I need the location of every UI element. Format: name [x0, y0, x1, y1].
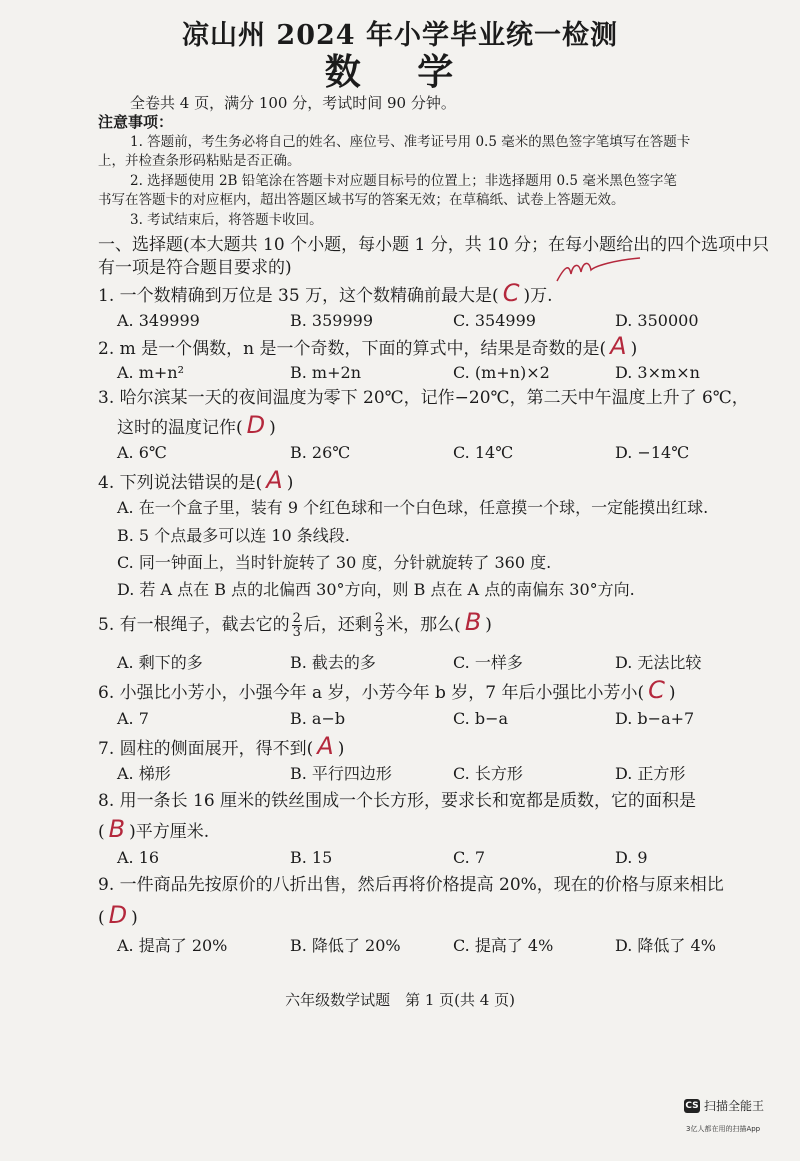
notes-heading: 注意事项： [98, 113, 174, 131]
handwritten-answer: C [502, 279, 520, 307]
option: B. a−b [290, 709, 346, 728]
option: A. 剩下的多 [117, 653, 203, 672]
handwritten-answer: A [266, 466, 283, 494]
question-3: 3. 哈尔滨某一天的夜间温度为零下 20℃，记作−20℃，第二天中午温度上升了 6℃， [98, 388, 749, 408]
handwritten-answer: D [108, 901, 128, 929]
handwritten-answer: D [246, 411, 266, 439]
question-8-cont: ( B )平方厘米. [98, 815, 210, 843]
option: A. 在一个盒子里，装有 9 个红色球和一个白色球，任意摸一个球，一定能摸出红球. [117, 498, 709, 517]
question-9-cont: ( D ) [98, 901, 138, 929]
option: C. 提高了 4% [453, 936, 554, 955]
option: A. 16 [117, 848, 160, 867]
option: A. m+n² [117, 363, 185, 382]
handwritten-squiggle [555, 256, 645, 286]
question-3-cont: 这时的温度记作( D ) [117, 411, 276, 439]
handwritten-answer: B [108, 815, 126, 843]
question-9: 9. 一件商品先按原价的八折出售，然后再将价格提高 20%，现在的价格与原来相比 [98, 875, 724, 895]
option: B. 截去的多 [290, 653, 376, 672]
option: D. 正方形 [615, 764, 686, 783]
option: C. 同一钟面上，当时针旋转了 30 度，分针就旋转了 360 度. [117, 553, 552, 572]
option: B. 359999 [290, 311, 374, 330]
question-7: 7. 圆柱的侧面展开，得不到( A ) [98, 732, 345, 760]
question-8: 8. 用一条长 16 厘米的铁丝围成一个长方形，要求长和宽都是质数，它的面积是 [98, 791, 697, 811]
option: D. 若 A 点在 B 点的北偏西 30°方向，则 B 点在 A 点的南偏东 30°方向. [117, 580, 635, 599]
handwritten-answer: A [317, 732, 334, 760]
option: B. 15 [290, 848, 333, 867]
option: D. 9 [615, 848, 648, 867]
question-5: 5. 有一根绳子，截去它的 $\frac{2}{3}$ 后，还剩 $\frac{2}{3}$ 米，那么( B ) [98, 608, 492, 640]
option: C. 7 [453, 848, 486, 867]
option: B. 26℃ [290, 443, 351, 462]
option: B. m+2n [290, 363, 361, 382]
subject-title: 数 学 [324, 51, 476, 93]
scanner-watermark [684, 1098, 764, 1114]
note-line: 2. 选择题使用 2B 铅笔涂在答题卡对应题目标号的位置上；非选择题用 0.5 毫米黑色签字笔 [130, 173, 677, 189]
exam-info: 全卷共 4 页，满分 100 分，考试时间 90 分钟。 [130, 94, 456, 112]
scanner-tagline: 3亿人都在用的扫描App [686, 1125, 761, 1133]
handwritten-answer: A [610, 332, 627, 360]
handwritten-answer: B [464, 608, 482, 636]
option: C. 长方形 [453, 764, 523, 783]
option: C. 14℃ [453, 443, 514, 462]
question-2: 2. m 是一个偶数，n 是一个奇数，下面的算式中，结果是奇数的是( A ) [98, 332, 638, 360]
note-line: 上，并检查条形码粘贴是否正确。 [98, 153, 301, 169]
option: A. 提高了 20% [117, 936, 228, 955]
handwritten-answer: C [648, 676, 665, 704]
question-6: 6. 小强比小芳小，小强今年 a 岁，小芳今年 b 岁，7 年后小强比小芳小( C ) [98, 676, 676, 704]
option: A. 7 [117, 709, 149, 728]
option: B. 平行四边形 [290, 764, 392, 783]
option: A. 349999 [117, 311, 200, 330]
option: D. −14℃ [615, 443, 690, 462]
option: A. 6℃ [117, 443, 167, 462]
option: D. 降低了 4% [615, 936, 716, 955]
scanner-name: 扫描全能王 [704, 1099, 765, 1113]
option: C. 一样多 [453, 653, 523, 672]
section-heading-cont: 有一项是符合题目要求的) [98, 258, 292, 278]
option: D. 350000 [615, 311, 699, 330]
camscanner-logo-icon: CS [685, 1101, 699, 1111]
option: C. (m+n)×2 [453, 363, 550, 382]
option: B. 5 个点最多可以连 10 条线段. [117, 526, 350, 545]
fraction: $\frac{2}{3}$ [292, 611, 301, 640]
note-line: 3. 考试结束后，将答题卡收回。 [130, 212, 323, 228]
page-footer: 六年级数学试题 第 1 页(共 4 页) [285, 991, 515, 1009]
option: D. b−a+7 [615, 709, 695, 728]
exam-title: 凉山州 2024 年小学毕业统一检测 [182, 20, 618, 51]
fraction: $\frac{2}{3}$ [374, 611, 384, 640]
option: B. 降低了 20% [290, 936, 401, 955]
note-line: 1. 答题前，考生务必将自己的姓名、座位号、准考证号用 0.5 毫米的黑色签字笔填写在答题卡 [130, 134, 691, 150]
option: C. b−a [453, 709, 509, 728]
note-line: 书写在答题卡的对应框内，超出答题区域书写的答案无效；在草稿纸、试卷上答题无效。 [98, 192, 625, 208]
section-heading: 一、选择题(本大题共 10 个小题，每小题 1 分，共 10 分；在每小题给出的四个选项中只 [98, 235, 770, 255]
question-4: 4. 下列说法错误的是( A ) [98, 466, 294, 494]
option: A. 梯形 [117, 764, 171, 783]
option: D. 无法比较 [615, 653, 702, 672]
question-1: 1. 一个数精确到万位是 35 万，这个数精确前最大是( C )万. [98, 279, 553, 307]
option: C. 354999 [453, 311, 536, 330]
option: D. 3×m×n [615, 363, 700, 382]
